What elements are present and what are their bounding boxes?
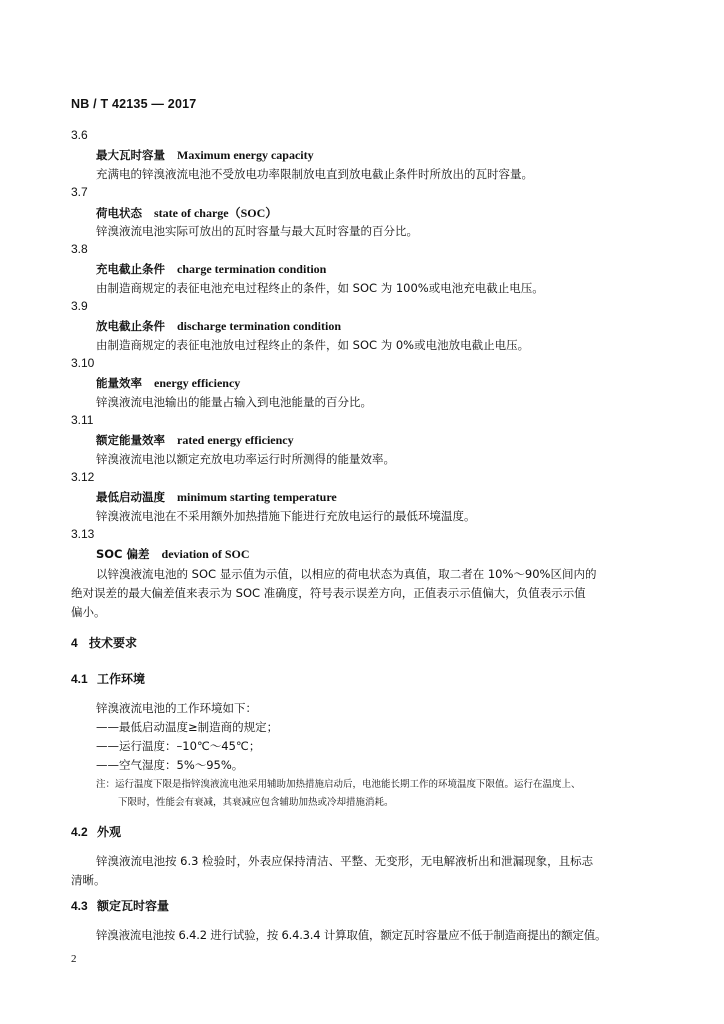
- standard-code: NB / T 42135 — 2017: [71, 97, 197, 111]
- term-title: [96, 147, 314, 163]
- term-title: [96, 261, 326, 277]
- term-number: 3.6: [71, 128, 88, 142]
- term-title: [96, 489, 337, 505]
- term-number: 3.8: [71, 242, 88, 256]
- term-title-zh: 最低启动温度: [96, 490, 165, 504]
- term-definition-line: 绝对误差的最大偏差值来表示为 SOC 准确度，符号表示误差方向，正值表示示值偏大，负值表示示值: [71, 586, 586, 600]
- section-heading: [71, 634, 137, 651]
- subsection-heading: [71, 823, 121, 840]
- term-definition: 锌溴液流电池实际可放出的瓦时容量与最大瓦时容量的百分比。: [96, 224, 418, 238]
- list-item: ——最低启动温度≥制造商的规定；: [96, 720, 279, 734]
- term-title-en: discharge termination condition: [177, 319, 341, 333]
- subsection-number: 4.2: [71, 825, 88, 839]
- subsection-title: 工作环境: [97, 672, 146, 686]
- subsection-heading: [71, 897, 169, 914]
- term-number: 3.10: [71, 356, 95, 370]
- term-title-zh: 充电截止条件: [96, 262, 165, 276]
- term-number: 3.13: [71, 527, 95, 541]
- term-title-en: rated energy efficiency: [177, 433, 294, 447]
- term-title-en: Maximum energy capacity: [177, 148, 314, 162]
- term-title: [96, 432, 294, 448]
- term-definition-line: 偏小。: [71, 605, 106, 619]
- subsection-number: 4.1: [71, 672, 88, 686]
- term-definition: 由制造商规定的表征电池放电过程终止的条件，如 SOC 为 0%或电池放电截止电压。: [96, 338, 530, 352]
- term-number: 3.7: [71, 185, 88, 199]
- term-title-en: charge termination condition: [177, 262, 327, 276]
- subsection-number: 4.3: [71, 899, 88, 913]
- term-title-zh: 放电截止条件: [96, 319, 165, 333]
- subsection-heading: [71, 670, 145, 687]
- paragraph-line: 清晰。: [71, 873, 106, 887]
- note-line: 注：运行温度下限是指锌溴液流电池采用辅助加热措施启动后，电池能长期工作的环境温度下限值。运行在温度上、: [96, 779, 581, 790]
- term-definition-line: 以锌溴液流电池的 SOC 显示值为示值，以相应的荷电状态为真值，取二者在 10%～90%区间内的: [96, 567, 597, 581]
- term-title-en: state of charge（SOC）: [154, 206, 278, 220]
- page-number: 2: [71, 953, 77, 965]
- section-title: 技术要求: [89, 636, 138, 650]
- term-definition: 锌溴液流电池在不采用额外加热措施下能进行充放电运行的最低环境温度。: [96, 509, 476, 523]
- term-title: [96, 204, 277, 221]
- term-definition: 充满电的锌溴液流电池不受放电功率限制放电直到放电截止条件时所放出的瓦时容量。: [96, 167, 533, 181]
- paragraph: 锌溴液流电池按 6.4.2 进行试验，按 6.4.3.4 计算取值，额定瓦时容量应不低于制造商提出的额定值。: [96, 928, 607, 942]
- term-number: 3.12: [71, 470, 95, 484]
- paragraph: 锌溴液流电池的工作环境如下：: [96, 701, 257, 715]
- term-number: 3.9: [71, 299, 88, 313]
- term-title: [96, 318, 341, 334]
- term-title-zh: 能量效率: [96, 376, 142, 390]
- term-definition: 锌溴液流电池输出的能量占输入到电池能量的百分比。: [96, 395, 372, 409]
- subsection-title: 额定瓦时容量: [97, 899, 170, 913]
- term-title-zh: 最大瓦时容量: [96, 148, 165, 162]
- term-title-en: minimum starting temperature: [177, 490, 337, 504]
- list-item: ——运行温度：–10℃～45℃；: [96, 739, 261, 753]
- term-title-zh: 荷电状态: [96, 206, 142, 220]
- paragraph-line: 锌溴液流电池按 6.3 检验时，外表应保持清洁、平整、无变形，无电解液析出和泄漏现象，且标志: [96, 854, 594, 868]
- term-number: 3.11: [71, 413, 94, 427]
- term-title-zh: 额定能量效率: [96, 433, 165, 447]
- term-title-zh: SOC 偏差: [96, 547, 150, 561]
- subsection-title: 外观: [97, 825, 122, 839]
- term-title: [96, 375, 240, 391]
- list-item: ——空气湿度：5%～95%。: [96, 758, 244, 772]
- term-title: [96, 546, 250, 562]
- note-line: 下限时，性能会有衰减，其衰减应包含辅助加热或冷却措施消耗。: [118, 797, 394, 808]
- section-number: 4: [71, 636, 78, 650]
- term-title-en: energy efficiency: [154, 376, 241, 390]
- term-definition: 由制造商规定的表征电池充电过程终止的条件，如 SOC 为 100%或电池充电截止电压。: [96, 281, 544, 295]
- term-title-en: deviation of SOC: [161, 547, 250, 561]
- term-definition: 锌溴液流电池以额定充放电功率运行时所测得的能量效率。: [96, 452, 395, 466]
